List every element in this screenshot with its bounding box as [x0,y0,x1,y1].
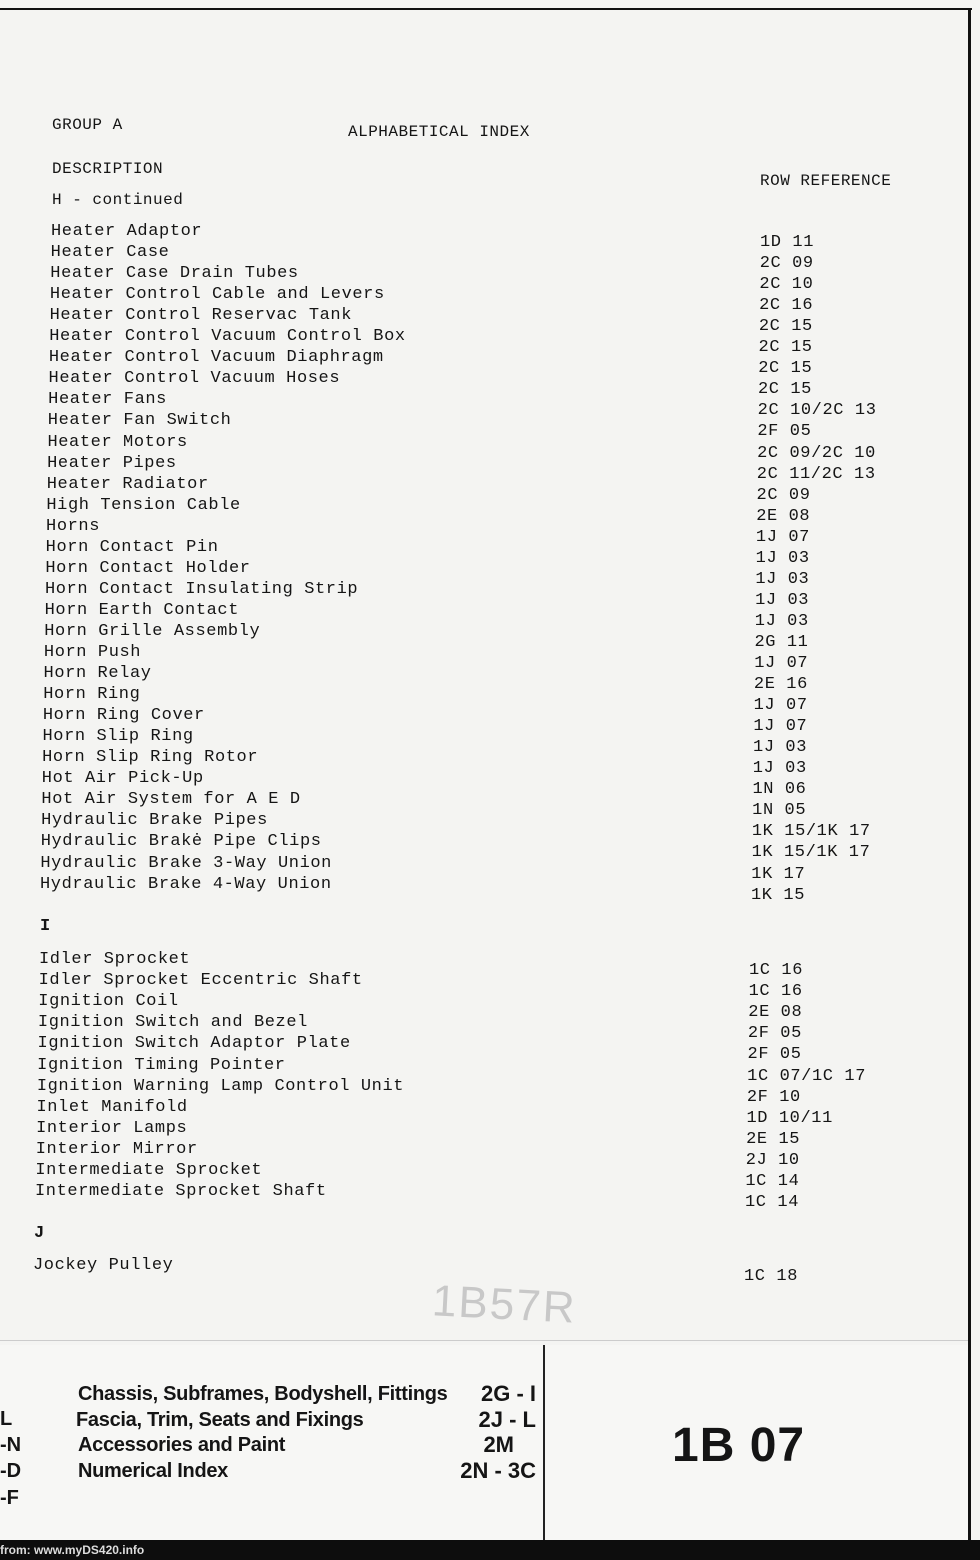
index-entry-description: Ignition Timing Pointer [37,1055,286,1075]
footer-item-label: Fascia, Trim, Seats and Fixings [76,1409,364,1431]
index-entry-reference: 1K 17 [751,864,806,884]
footer-item-label: Accessories and Paint [78,1434,286,1456]
index-entry-reference: 1J 07 [754,654,809,673]
index-entry-reference: 1C 14 [745,1172,800,1191]
footer-item-code: 2G - I [480,1381,536,1406]
index-entry-description: Heater Fan Switch [47,411,232,431]
index-entry-description: Horn Contact Insulating Strip [44,579,359,599]
footer-divider [0,1340,968,1341]
index-entry-description: Jockey Pulley [33,1256,174,1275]
index-entry-reference: 1J 03 [755,548,810,568]
index-entry-description: Heater Case Drain Tubes [50,264,299,284]
index-entry-reference: 2C 15 [758,338,813,358]
row-reference-column-header: ROW REFERENCE [760,172,892,190]
page-top-border [0,8,972,10]
footer-item-label: Chassis, Subframes, Bodyshell, Fittings [78,1383,448,1405]
index-entry-reference: 2G 11 [754,632,809,652]
index-entry-description: Horn Earth Contact [44,600,240,620]
index-entry-reference: 2E 08 [756,506,811,526]
section-j-letter: J [34,1224,45,1243]
index-entry-reference: 1K 15 [751,885,806,905]
index-entry-description: Hydraulic Brake Pipes [41,811,268,831]
footer-edge-letter: -F [0,1487,19,1509]
page-code: 1B 07 [672,1419,806,1472]
index-entry-reference: 2C 15 [758,317,813,337]
index-entry-description: Heater Control Vacuum Diaphragm [48,348,384,368]
footer-item-code: 2J - L [478,1407,536,1432]
index-entry-reference: 2C 10/2C 13 [757,401,877,421]
index-entry-description: Ignition Warning Lamp Control Unit [36,1076,405,1096]
index-entry-description: Heater Fans [48,390,167,410]
section-i-letter: I [40,917,51,936]
index-entry-reference: 2E 15 [746,1129,801,1149]
index-entry-reference: 2F 05 [747,1045,802,1065]
footer-edge-letter: -N [0,1434,22,1456]
index-entry-description: Heater Case [50,243,170,263]
index-entry-reference: 2E 08 [748,1003,803,1023]
page-title: ALPHABETICAL INDEX [348,123,530,141]
index-entry-description: Interior Lamps [36,1118,188,1138]
index-entry-description: Horn Grille Assembly [44,621,261,641]
index-entry-reference: 1J 07 [753,717,808,737]
index-entry-reference: 1J 03 [752,759,807,779]
footer-edge-letter: -D [0,1460,22,1482]
index-entry-description: Horn Contact Pin [45,537,219,557]
index-entry-description: Horn Contact Holder [45,558,251,578]
index-entry-reference: 2F 10 [746,1087,801,1107]
index-entry-reference: 2F 05 [747,1024,802,1044]
index-entry-description: Interior Mirror [35,1139,198,1159]
index-entry-description: Horn Ring Cover [42,706,205,726]
index-entry-reference: 1J 07 [755,527,810,547]
footer-edge-letter: L [0,1408,13,1430]
bottom-bar [0,1540,980,1560]
index-entry-reference: 1C 14 [745,1193,800,1213]
index-entry-reference: 2C 16 [759,296,814,316]
index-entry-description: Hydraulic Brakė Pipe Clips [40,832,322,852]
index-entry-reference: 2F 05 [757,422,812,442]
index-entry-reference: 2C 11/2C 13 [756,464,876,484]
footer-item-code: 2N - 3C [460,1458,536,1483]
index-entry-description: Heater Control Vacuum Control Box [49,327,406,347]
index-entry-description: Heater Control Vacuum Hoses [48,369,341,389]
index-entry-description: Ignition Switch Adaptor Plate [37,1034,351,1054]
index-entry-description: Horn Slip Ring Rotor [42,748,259,768]
index-entry-reference: 2E 16 [753,675,808,695]
index-entry-reference: 1K 15/1K 17 [751,822,871,842]
index-entry-description: Heater Motors [47,432,188,452]
index-entry-description: Heater Radiator [46,474,209,494]
index-entry-reference: 1C 16 [749,961,804,980]
index-entry-reference: 1N 05 [752,801,807,821]
index-entry-description: Horns [46,516,101,536]
index-entry-reference: 2C 09/2C 10 [757,443,876,463]
index-entry-reference: 2C 15 [758,359,813,379]
index-entry-description: Hot Air System for A E D [41,790,301,810]
index-entry-description: Heater Pipes [47,453,177,473]
index-entry-description: Horn Relay [43,664,152,684]
footer-item-code: 2M [483,1432,514,1457]
page-right-border [968,8,971,1548]
index-entry-reference: 2C 15 [757,380,812,400]
index-entry-reference: 1J 03 [755,569,810,589]
index-entry-reference: 1J 03 [754,611,809,631]
footer-item-label: Numerical Index [78,1460,229,1482]
index-entry-description: Heater Adaptor [51,222,203,241]
index-entry-description: High Tension Cable [46,495,241,515]
index-entry-reference: 1J 03 [753,738,808,758]
index-entry-reference: 1N 06 [752,780,807,800]
index-entry-description: Intermediate Sprocket [35,1161,263,1180]
index-entry-reference: 1J 07 [753,696,808,716]
index-entry-description: Heater Control Reservac Tank [49,306,353,326]
index-entry-description: Heater Control Cable and Levers [49,285,385,305]
index-entry-description: Hydraulic Brake 3-Way Union [40,853,332,873]
index-entry-description: Intermediate Sprocket Shaft [35,1182,327,1202]
index-entry-description: Hydraulic Brake 4-Way Union [40,874,332,894]
index-entry-reference: 1K 15/1K 17 [751,843,871,863]
index-entry-description: Inlet Manifold [36,1097,188,1117]
index-entry-description: Idler Sprocket [39,950,191,969]
index-entry-reference: 1D 11 [760,233,815,252]
index-entry-description: Horn Slip Ring [42,727,194,747]
index-entry-reference: 1C 07/1C 17 [747,1066,866,1086]
description-column-header: DESCRIPTION [52,160,164,178]
section-h-continued: H - continued [52,191,184,209]
index-entry-reference: 1J 03 [755,590,810,610]
index-entry-reference: 1D 10/11 [746,1108,833,1128]
index-entry-description: Ignition Switch and Bezel [37,1013,308,1033]
index-entry-reference: 1C 16 [748,982,803,1002]
footer-vertical-rule [543,1345,545,1540]
index-entry-reference: 2C 09 [759,254,814,274]
index-entry-description: Horn Ring [43,685,141,705]
index-entry-description: Horn Push [43,643,142,662]
group-label: GROUP A [52,116,123,134]
index-entry-reference: 2C 10 [759,275,814,295]
index-entry-reference: 2J 10 [745,1150,800,1170]
pencil-note: 1B57R [430,1276,578,1333]
index-entry-description: Hot Air Pick-Up [41,769,204,789]
index-entry-reference: 2C 09 [756,485,811,505]
index-entry-reference: 1C 18 [744,1267,799,1286]
source-credit: from: www.myDS420.info [0,1543,145,1557]
index-entry-description: Ignition Coil [38,992,179,1012]
index-entry-description: Idler Sprocket Eccentric Shaft [38,971,363,991]
